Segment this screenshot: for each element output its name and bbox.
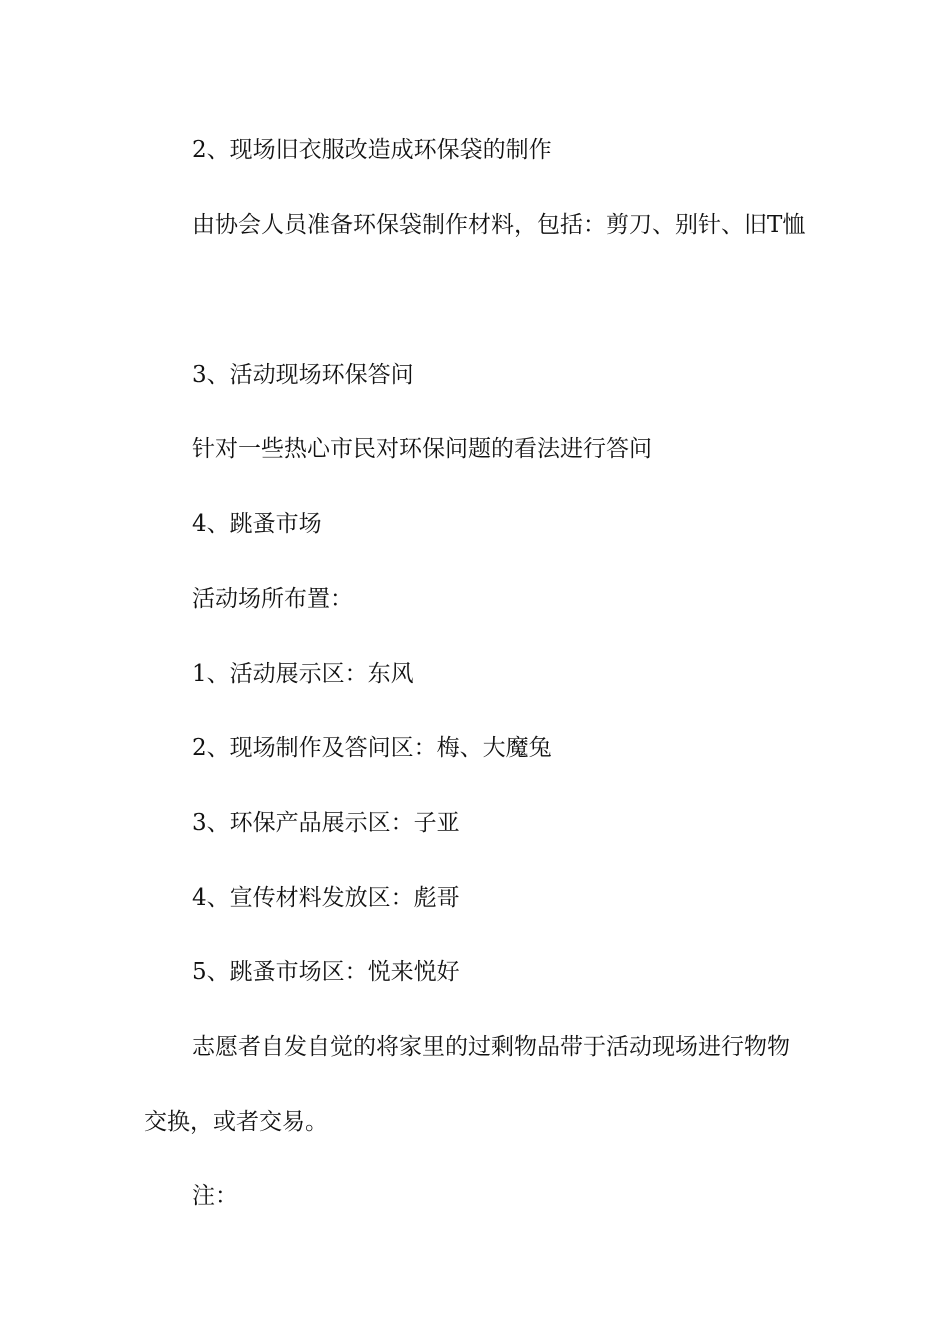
paragraph-4: 针对一些热心市民对环保问题的看法进行答问 bbox=[192, 436, 652, 462]
paragraph-3: 3、活动现场环保答问 bbox=[192, 362, 414, 388]
paragraph-11: 5、跳蚤市场区：悦来悦好 bbox=[192, 959, 460, 985]
paragraph-6: 活动场所布置： bbox=[192, 586, 353, 612]
paragraph-2: 由协会人员准备环保袋制作材料，包括：剪刀、别针、旧T恤 bbox=[192, 212, 806, 238]
paragraph-7: 1、活动展示区：东风 bbox=[192, 661, 414, 687]
paragraph-9: 3、环保产品展示区：子亚 bbox=[192, 810, 460, 836]
paragraph-5: 4、跳蚤市场 bbox=[192, 511, 322, 537]
paragraph-1: 2、现场旧衣服改造成环保袋的制作 bbox=[192, 137, 552, 163]
paragraph-8: 2、现场制作及答问区：梅、大魔兔 bbox=[192, 735, 552, 761]
paragraph-13: 注： bbox=[192, 1183, 238, 1209]
paragraph-10: 4、宣传材料发放区：彪哥 bbox=[192, 885, 460, 911]
paragraph-12: 志愿者自发自觉的将家里的过剩物品带于活动现场进行物物交换，或者交易。 bbox=[144, 1034, 790, 1135]
